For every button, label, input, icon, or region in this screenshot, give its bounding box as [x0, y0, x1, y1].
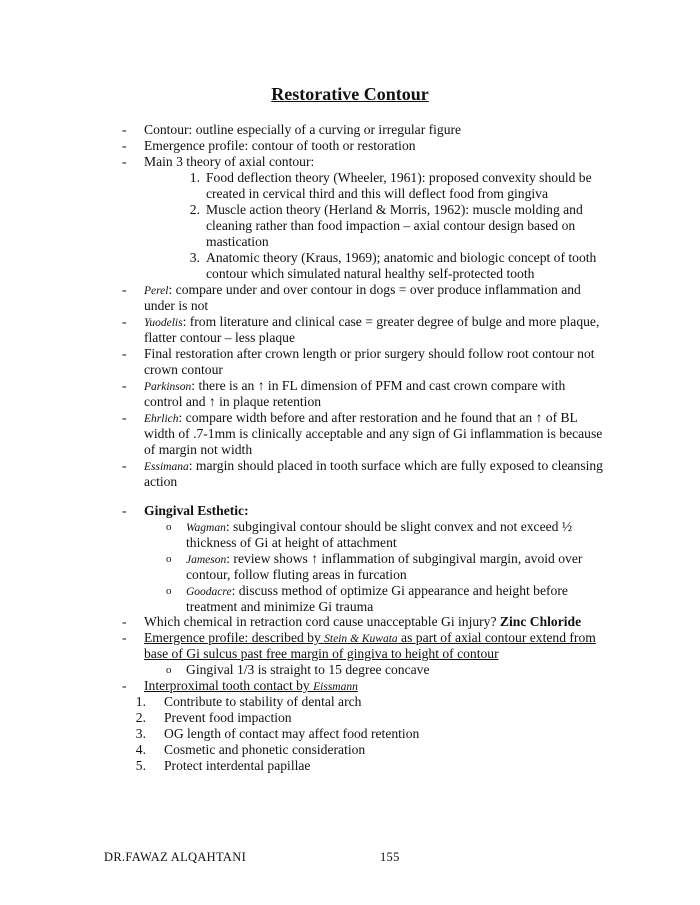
- list-item: Final restoration after crown length or prior surgery should follow root contour not: [144, 346, 595, 361]
- bullet-dash: -: [122, 410, 127, 425]
- list-item: Prevent food impaction: [164, 710, 292, 725]
- list-item: Which chemical in retraction cord cause unacceptable Gi injury? Zinc Chloride: [144, 614, 582, 629]
- author-name: Stein & Kuwata: [324, 633, 398, 645]
- list-item: Anatomic theory (Kraus, 1969); anatomic and biologic concept of tooth: [206, 250, 597, 265]
- list-number: 4.: [135, 742, 146, 757]
- bullet-dash: -: [122, 378, 127, 393]
- list-item: Ehrlich: compare width before and after restoration and he found that an ↑ of BL: [144, 410, 578, 425]
- bullet-dash: -: [122, 678, 127, 693]
- author-name: Wagman: [186, 522, 226, 534]
- list-number: 3.: [189, 250, 200, 265]
- bullet-circle: o: [166, 553, 172, 565]
- bullet-dash: -: [122, 503, 127, 518]
- list-item: Yuodelis: from literature and clinical case = greater degree of bulge and more plaque,: [144, 314, 600, 329]
- author-name: Parkinson: [144, 381, 192, 393]
- footer-author: DR.FAWAZ ALQAHTANI: [104, 850, 247, 864]
- list-item: Perel: compare under and over contour in dogs = over produce inflammation and: [144, 282, 581, 297]
- list-item: Main 3 theory of axial contour:: [144, 154, 315, 169]
- list-item-continuation: control and ↑ in plaque retention: [144, 394, 322, 409]
- list-item: OG length of contact may affect food retention: [164, 726, 420, 741]
- list-number: 5.: [135, 758, 146, 773]
- list-item: Emergence profile: contour of tooth or restoration: [144, 138, 416, 153]
- list-item-continuation: under is not: [144, 298, 209, 313]
- list-item-continuation: base of Gi sulcus past free margin of gingiva to height of contour: [144, 646, 499, 661]
- bullet-dash: -: [122, 614, 127, 629]
- list-item: Protect interdental papillae: [164, 758, 311, 773]
- list-number: 1.: [189, 170, 200, 185]
- list-item: Jameson: review shows ↑ inflammation of subgingival margin, avoid over: [186, 551, 583, 566]
- list-number: 2.: [189, 202, 200, 217]
- list-item-continuation: action: [144, 474, 178, 489]
- bullet-dash: -: [122, 138, 127, 153]
- list-item: Essimana: margin should placed in tooth surface which are fully exposed to cleansing: [144, 458, 603, 473]
- list-item: Interproximal tooth contact by Eissmann: [144, 678, 358, 693]
- section-heading: Gingival Esthetic:: [144, 503, 249, 518]
- author-name: Ehrlich: [144, 413, 179, 425]
- list-item-continuation: crown contour: [144, 362, 223, 377]
- bullet-circle: o: [166, 664, 172, 676]
- answer-text: Zinc Chloride: [499, 614, 582, 629]
- list-item-continuation: contour, follow fluting areas in furcation: [186, 567, 407, 582]
- list-item: Contribute to stability of dental arch: [164, 694, 362, 709]
- list-item: Wagman: subgingival contour should be slight convex and not exceed ½: [186, 519, 573, 534]
- page-title: Restorative Contour: [271, 84, 429, 104]
- list-item-continuation: created in cervical third and this will deflect food from gingiva: [206, 186, 548, 201]
- author-name: Yuodelis: [144, 317, 183, 329]
- list-item: Gingival 1/3 is straight to 15 degree concave: [186, 662, 430, 677]
- list-number: 3.: [135, 726, 146, 741]
- author-name: Eissmann: [313, 681, 358, 693]
- list-item: Parkinson: there is an ↑ in FL dimension of PFM and cast crown compare with: [144, 378, 566, 393]
- list-item-continuation: width of .7-1mm is clinically acceptable and any sign of Gi inflammation is because: [144, 426, 603, 441]
- list-item-continuation: flatter contour – less plaque: [144, 330, 295, 345]
- bullet-dash: -: [122, 458, 127, 473]
- bullet-circle: o: [166, 585, 172, 597]
- list-item-continuation: cleaning rather than food impaction – axial contour design based on: [206, 218, 576, 233]
- author-name: Jameson: [186, 554, 227, 566]
- list-item: Muscle action theory (Herland & Morris, 1962): muscle molding and: [206, 202, 583, 217]
- list-item: Goodacre: discuss method of optimize Gi appearance and height before: [186, 583, 568, 598]
- bullet-dash: -: [122, 122, 127, 137]
- list-item-continuation: treatment and minimize Gi trauma: [186, 599, 374, 614]
- list-item: Emergence profile: described by Stein & Kuwata as part of axial contour extend from: [144, 630, 596, 645]
- page-number: 155: [380, 850, 400, 864]
- bullet-dash: -: [122, 282, 127, 297]
- bullet-dash: -: [122, 346, 127, 361]
- bullet-dash: -: [122, 630, 127, 645]
- bullet-circle: o: [166, 521, 172, 533]
- list-item-continuation: thickness of Gi at height of attachment: [186, 535, 397, 550]
- list-item: Cosmetic and phonetic consideration: [164, 742, 366, 757]
- author-name: Essimana: [144, 461, 189, 473]
- list-number: 2.: [135, 710, 146, 725]
- list-item: Food deflection theory (Wheeler, 1961): proposed convexity should be: [206, 170, 592, 185]
- bullet-dash: -: [122, 314, 127, 329]
- author-name: Goodacre: [186, 586, 232, 598]
- list-item-continuation: mastication: [206, 234, 269, 249]
- bullet-dash: -: [122, 154, 127, 169]
- list-item: Contour: outline especially of a curving or irregular figure: [144, 122, 462, 137]
- list-item-continuation: contour which simulated natural healthy self-protected tooth: [206, 266, 535, 281]
- list-item-continuation: of margin not width: [144, 442, 253, 457]
- author-name: Perel: [144, 285, 169, 297]
- list-number: 1.: [135, 694, 146, 709]
